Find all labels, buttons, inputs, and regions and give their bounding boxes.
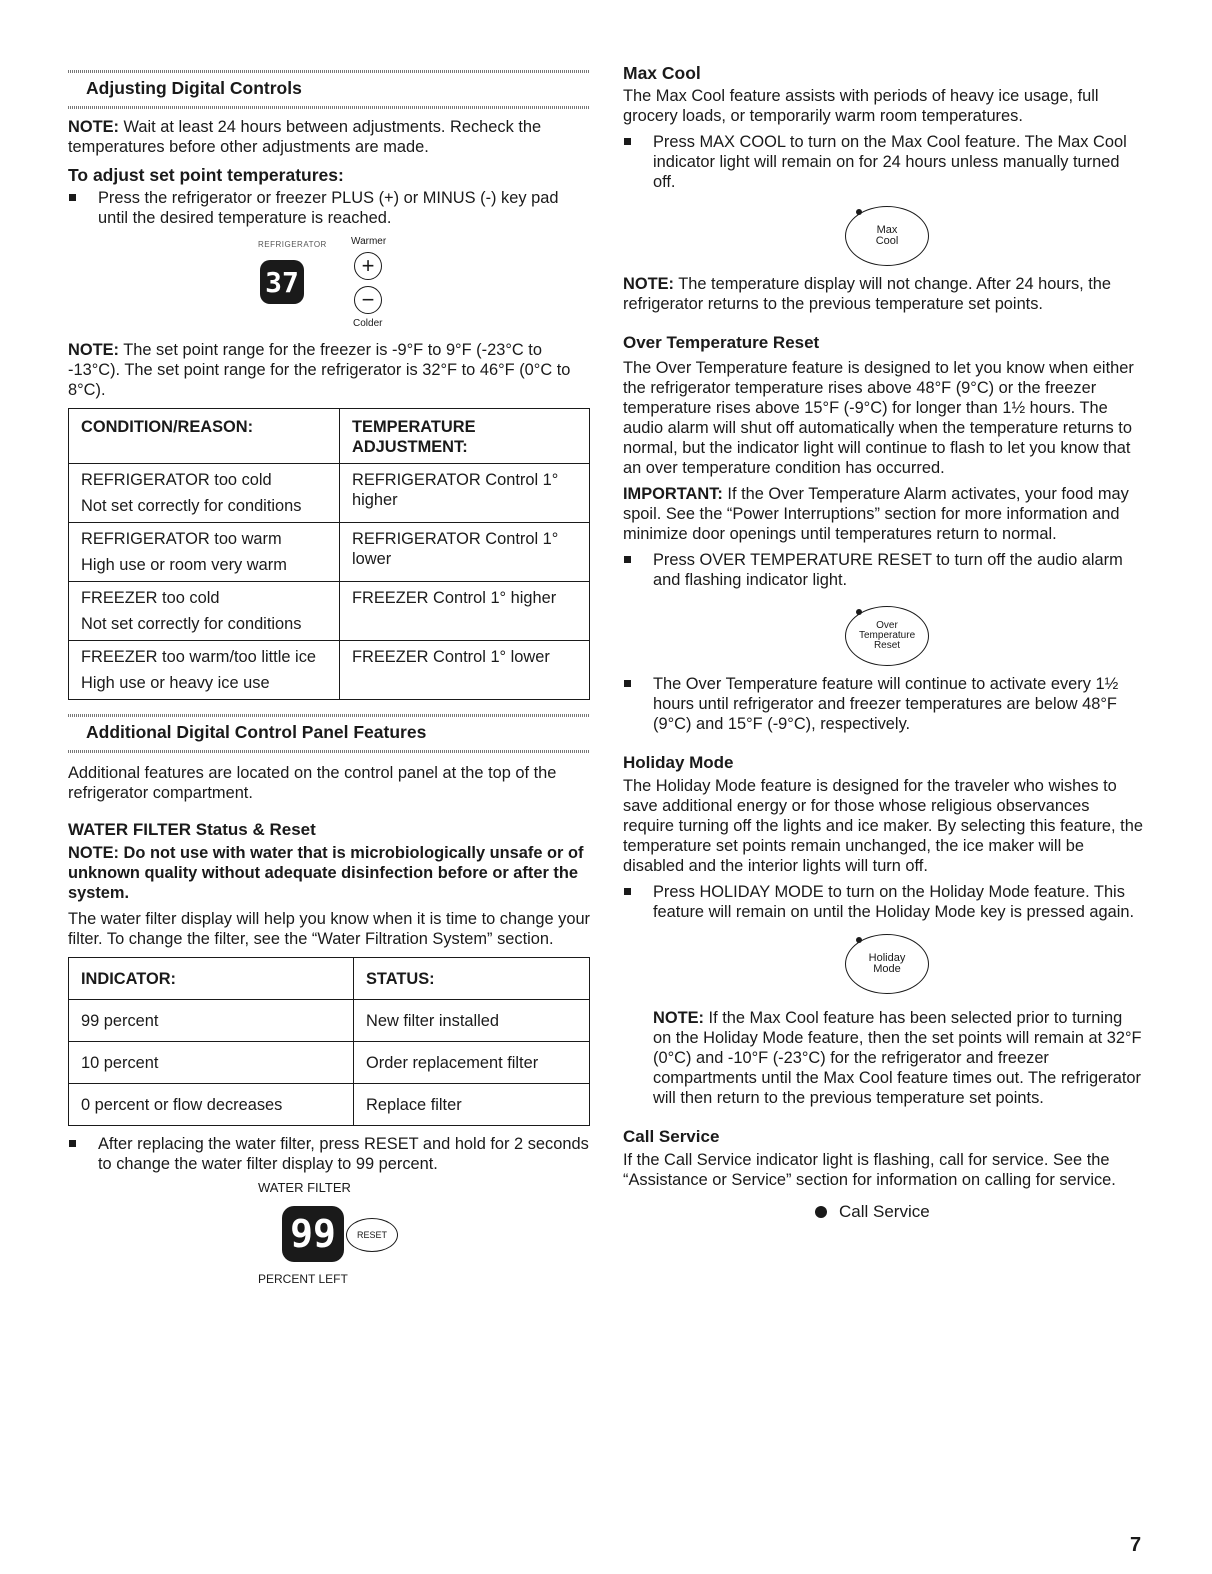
additional-intro: Additional features are located on the control panel at the top of the refrigerator compartment. xyxy=(68,764,557,802)
left-column xyxy=(68,66,590,1298)
colder-label: Colder xyxy=(353,318,383,329)
condition-header: CONDITION/REASON: xyxy=(69,409,340,464)
refrigerator-label: REFRIGERATOR xyxy=(258,240,327,249)
set-point-range-note: NOTE: The set point range for the freezer is -9°F to 9°F (-23°C to -13°C). The set point range for the refrigerator is 32°F to 46°F (0°C to 8°C). xyxy=(68,341,571,399)
table-row xyxy=(69,1042,590,1084)
set-point-bullet: Press the refrigerator or freezer PLUS (+) or MINUS (-) key pad until the desired temperature is reached. xyxy=(68,188,590,228)
table-row xyxy=(69,582,590,641)
max-cool-button-wrap xyxy=(623,192,1143,274)
filter-status-table xyxy=(68,957,590,1126)
adjustment-cell: REFRIGERATOR Control 1° lower xyxy=(352,530,559,568)
condition-cell: REFRIGERATOR too warm xyxy=(81,530,282,548)
max-cool-note: NOTE: The temperature display will not change. After 24 hours, the refrigerator returns to the previous temperature set points. xyxy=(623,275,1112,313)
over-temp-indicator-dot xyxy=(856,609,862,615)
holiday-button-wrap xyxy=(623,922,1143,1002)
condition-cell: FREEZER too cold xyxy=(81,589,220,607)
reason-cell: High use or room very warm xyxy=(81,556,287,574)
call-service-heading: Call Service xyxy=(623,1127,720,1146)
over-temp-reset-button[interactable]: Over Temperature Reset xyxy=(845,606,929,666)
indicator-cell: 10 percent xyxy=(69,1042,354,1084)
max-cool-text: The Max Cool feature assists with periods of heavy ice usage, full grocery loads, or temporarily warm room temperatures. xyxy=(623,87,1099,125)
water-filter-panel xyxy=(68,1178,590,1298)
filter-table-header xyxy=(69,958,590,1000)
condition-cell: REFRIGERATOR too cold xyxy=(81,471,272,489)
status-cell: New filter installed xyxy=(354,1000,590,1042)
call-service-light-icon xyxy=(815,1206,827,1218)
max-cool-heading: Max Cool xyxy=(623,63,701,83)
table-row xyxy=(69,1084,590,1126)
holiday-mode-heading: Holiday Mode xyxy=(623,753,734,772)
indicator-cell: 99 percent xyxy=(69,1000,354,1042)
status-cell: Replace filter xyxy=(354,1084,590,1126)
max-cool-button[interactable]: Max Cool xyxy=(845,206,929,266)
over-temp-bullet-reset: Press OVER TEMPERATURE RESET to turn off the audio alarm and flashing indicator light. xyxy=(623,550,1143,590)
call-service-indicator: Call Service xyxy=(815,1202,1143,1222)
condition-table-header xyxy=(69,409,590,464)
percent-left-label: PERCENT LEFT xyxy=(258,1272,348,1286)
holiday-mode-bullet: Press HOLIDAY MODE to turn on the Holiday Mode feature. This feature will remain on until the Holiday Mode key is pressed again. xyxy=(623,882,1143,922)
over-temp-bullet-repeat: The Over Temperature feature will continue to activate every 1½ hours until refrigerator and freezer temperatures are below 48°F (9°C) and 15°F (-9°C), respectively. xyxy=(623,674,1143,734)
set-point-subheading: To adjust set point temperatures: xyxy=(68,165,344,185)
call-service-text: If the Call Service indicator light is flashing, call for service. See the “Assistance or Service” section for information on calling for service. xyxy=(623,1151,1116,1189)
reason-cell: Not set correctly for conditions xyxy=(81,615,302,633)
adjusting-note: NOTE: Wait at least 24 hours between adjustments. Recheck the temperatures before other adjustments are made. xyxy=(68,118,542,156)
condition-cell: FREEZER too warm/too little ice xyxy=(81,648,316,666)
filter-percent-display: 99 xyxy=(282,1206,344,1262)
water-filter-safety-note: NOTE: Do not use with water that is microbiologically unsafe or of unknown quality without adequate disinfection before or after the system. xyxy=(68,844,584,902)
holiday-mode-text: The Holiday Mode feature is designed for the traveler who wishes to save additional energy or for those whose religious observances require turning off the lights and ice maker. By selecting this feature, the temperature set points remain unchanged, the ice maker will be disabled and the interior lights will turn off. xyxy=(623,777,1143,875)
table-row xyxy=(69,464,590,523)
adjusting-controls-heading: Adjusting Digital Controls xyxy=(68,66,590,109)
table-row xyxy=(69,1000,590,1042)
reason-cell: High use or heavy ice use xyxy=(81,674,270,692)
additional-features-heading: Additional Digital Control Panel Features xyxy=(68,710,590,753)
adjustment-header: TEMPERATURE ADJUSTMENT: xyxy=(340,409,590,464)
over-temp-text: The Over Temperature feature is designed to let you know when either the refrigerator temperature rises above 48°F (9°C) or the freezer temperature rises above 15°F (-9°C) for longer than 1½ hours. The audio alarm will shut off automatically when the temperature returns to normal, but the indicator light will continue to flash to let you know that an over temperature condition has occurred. xyxy=(623,359,1134,477)
over-temp-heading: Over Temperature Reset xyxy=(623,333,820,352)
status-header: STATUS: xyxy=(354,958,590,1000)
holiday-mode-button[interactable]: Holiday Mode xyxy=(845,934,929,994)
water-filter-label: WATER FILTER xyxy=(258,1180,351,1195)
over-temp-important: IMPORTANT: If the Over Temperature Alarm activates, your food may spoil. See the “Power Interruptions” section for more information and minimize door openings until temperatures return to normal. xyxy=(623,485,1129,543)
condition-table xyxy=(68,408,590,700)
adjustment-cell: FREEZER Control 1° higher xyxy=(352,589,557,607)
water-filter-text: The water filter display will help you know when it is time to change your filter. To change the filter, see the “Water Filtration System” section. xyxy=(68,910,591,948)
right-column xyxy=(623,62,1143,1222)
table-row xyxy=(69,523,590,582)
filter-reset-button[interactable]: RESET xyxy=(346,1218,398,1252)
max-cool-indicator-dot xyxy=(856,209,862,215)
max-cool-bullet: Press MAX COOL to turn on the Max Cool feature. The Max Cool indicator light will remain on for 24 hours unless manually turned off. xyxy=(623,132,1143,192)
adjustment-cell: REFRIGERATOR Control 1° higher xyxy=(352,471,559,509)
water-filter-heading: WATER FILTER Status & Reset xyxy=(68,820,316,839)
holiday-indicator-dot xyxy=(856,937,862,943)
indicator-header: INDICATOR: xyxy=(69,958,354,1000)
refrigerator-temp-display: 37 xyxy=(260,260,304,304)
warmer-plus-button[interactable]: + xyxy=(354,252,382,280)
refrigerator-control-panel xyxy=(68,232,590,336)
page-number: 7 xyxy=(1130,1534,1142,1556)
colder-minus-button[interactable]: − xyxy=(354,286,382,314)
filter-reset-bullet: After replacing the water filter, press RESET and hold for 2 seconds to change the water filter display to 99 percent. xyxy=(68,1134,590,1174)
indicator-cell: 0 percent or flow decreases xyxy=(69,1084,354,1126)
holiday-mode-note: NOTE: If the Max Cool feature has been selected prior to turning on the Holiday Mode feature, then the set points will remain at 32°F (0°C) and -10°F (-23°C) for the refrigerator and freezer compartments until the Max Cool feature times out. The refrigerator will then return to the previous temperature set points. xyxy=(653,1009,1142,1107)
reason-cell: Not set correctly for conditions xyxy=(81,497,302,515)
adjustment-cell: FREEZER Control 1° lower xyxy=(352,648,550,666)
table-row xyxy=(69,641,590,700)
warmer-label: Warmer xyxy=(351,236,387,247)
over-temp-button-wrap xyxy=(623,590,1143,674)
status-cell: Order replacement filter xyxy=(354,1042,590,1084)
